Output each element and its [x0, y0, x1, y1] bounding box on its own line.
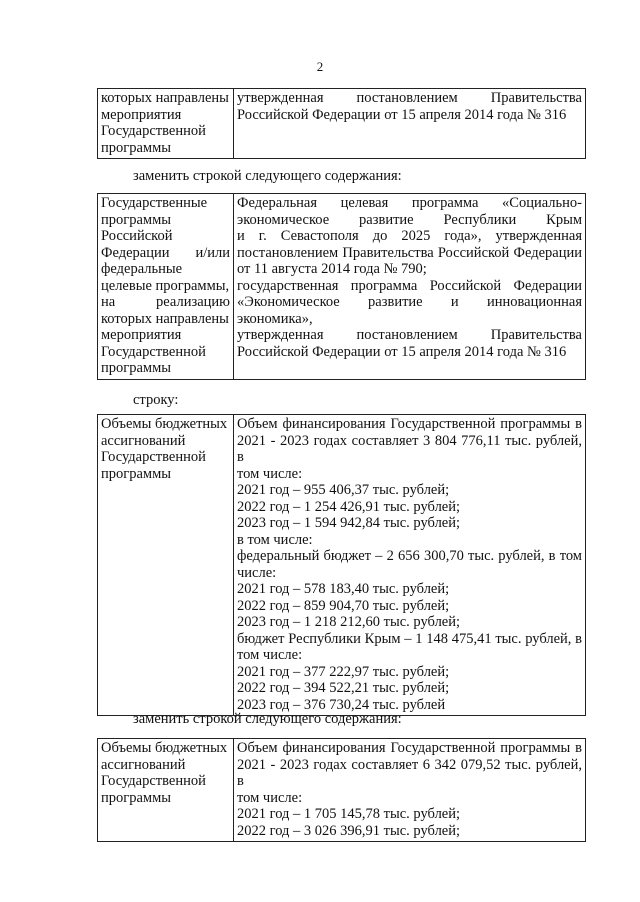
cell-line: 2022 год – 1 254 426,91 тыс. рублей; — [237, 498, 461, 515]
table-row — [98, 739, 586, 842]
table-cell-left — [98, 415, 234, 716]
cell-line: том числе: — [237, 647, 303, 663]
cell-line: 2021 год – 1 705 145,78 тыс. рублей; — [237, 806, 461, 822]
cell-line: Объем финансирования Государственной программы в — [237, 416, 582, 432]
cell-line: «Экономическое развитие и инновационная экономика», — [237, 294, 582, 327]
cell-line: постановлением Правительства Российской Федерации — [237, 244, 582, 261]
cell-line: экономическое развитие Республики Крым — [237, 211, 582, 228]
cell-line: Объемы бюджетных — [101, 416, 228, 432]
table-budget-old — [97, 414, 586, 716]
cell-line: Российской — [101, 228, 173, 244]
cell-line: 2021 - 2023 годах составляет 3 804 776,11 тыс. рублей, в — [237, 432, 582, 465]
table-cell-right — [234, 739, 586, 842]
cell-line: целевые программы, — [101, 277, 230, 294]
table-cell-left — [98, 194, 234, 380]
cell-line: мероприятия — [101, 106, 182, 123]
cell-line: государственная программа Российской Федерации — [237, 277, 582, 294]
cell-line: 2021 год – 578 183,40 тыс. рублей; — [237, 581, 450, 597]
cell-line: программы — [101, 211, 171, 228]
cell-line: 2022 год – 394 522,21 тыс. рублей; — [237, 680, 450, 696]
table-cell-left — [98, 739, 234, 842]
cell-line: программы — [101, 360, 171, 376]
cell-line: 2023 год – 376 730,24 тыс. рублей — [237, 696, 446, 713]
cell-line: Федерации и/или — [101, 244, 230, 261]
cell-line: Государственной — [101, 449, 206, 465]
cell-line: федеральные — [101, 261, 183, 277]
cell-line: том числе: — [237, 789, 303, 806]
table-budget-new — [97, 738, 586, 842]
cell-line: ассигнований — [101, 756, 186, 773]
cell-line: программы — [101, 789, 171, 806]
cell-line: Федеральная целевая программа «Социально- — [237, 195, 582, 211]
cell-line: 2023 год – 1 594 942,84 тыс. рублей; — [237, 515, 461, 531]
cell-line: Государственной — [101, 343, 206, 360]
cell-line: программы — [101, 465, 171, 482]
instruction-replace-1: заменить строкой следующего содержания: — [133, 168, 402, 184]
cell-line: на реализацию — [101, 294, 230, 310]
cell-line: мероприятия — [101, 327, 182, 343]
cell-line: утвержденная постановлением Правительства — [237, 90, 582, 106]
cell-line: 2023 год – 1 218 212,60 тыс. рублей; — [237, 614, 461, 630]
cell-line: в том числе: — [237, 531, 313, 548]
cell-line: Российской Федерации от 15 апреля 2014 года № 316 — [237, 106, 567, 123]
cell-line: 2021 - 2023 годах составляет 6 342 079,52 тыс. рублей, в — [237, 756, 582, 789]
cell-line: утвержденная постановлением Правительства — [237, 327, 582, 343]
table-program-new — [97, 193, 586, 380]
table-cell-right — [234, 194, 586, 380]
cell-line: от 11 августа 2014 года № 790; — [237, 261, 427, 277]
table-cell-left — [98, 89, 234, 159]
table-row — [98, 89, 586, 159]
cell-line: Объем финансирования Государственной программы в — [237, 740, 582, 756]
cell-line: 2021 год – 377 222,97 тыс. рублей; — [237, 663, 450, 680]
cell-line: которых направлены — [101, 310, 229, 327]
page-number: 2 — [316, 59, 324, 74]
cell-line: 2021 год – 955 406,37 тыс. рублей; — [237, 482, 450, 498]
cell-line: том числе: — [237, 465, 303, 482]
cell-line: ассигнований — [101, 432, 186, 449]
cell-line: числе: — [237, 564, 277, 581]
cell-line: Государственные — [101, 195, 208, 211]
cell-line: 2022 год – 3 026 396,91 тыс. рублей; — [237, 822, 461, 839]
table-program-continuation — [97, 88, 586, 159]
table-row — [98, 194, 586, 380]
instruction-row: строку: — [133, 392, 179, 408]
cell-line: программы — [101, 139, 171, 156]
cell-line: Российской Федерации от 15 апреля 2014 года № 316 — [237, 343, 567, 360]
table-cell-right — [234, 415, 586, 716]
cell-line: федеральный бюджет – 2 656 300,70 тыс. рублей, в том — [237, 548, 582, 564]
cell-line: Государственной — [101, 773, 206, 789]
table-row — [98, 415, 586, 716]
cell-line: и г. Севастополя до 2025 года», утвержденная — [237, 228, 582, 244]
cell-line: 2022 год – 859 904,70 тыс. рублей; — [237, 597, 450, 614]
cell-line: Государственной — [101, 123, 206, 139]
cell-line: Объемы бюджетных — [101, 740, 228, 756]
instruction-replace-2: заменить строкой следующего содержания: — [133, 711, 402, 727]
table-cell-right — [234, 89, 586, 159]
cell-line: бюджет Республики Крым – 1 148 475,41 тыс. рублей, в — [237, 630, 582, 647]
cell-line: которых направлены — [101, 90, 229, 106]
